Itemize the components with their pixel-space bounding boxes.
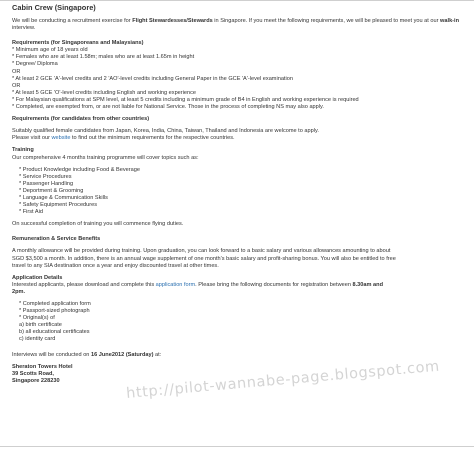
- req-sg-line: * At least 2 GCE 'A'-level credits and 2 'AO'-level credits including General Paper in the GCE 'A'-level examination: [12, 75, 293, 82]
- website-line-text-end: to find out the minimum requirements for the respective countries.: [70, 135, 235, 142]
- document-item: * Passport-sized photograph: [19, 308, 90, 315]
- req-sg-line: * Minimum age of 18 years old: [12, 47, 88, 54]
- training-outro: On successful completion of training you will commence flying duties.: [12, 221, 184, 228]
- interview-text: Interviews will be conducted on: [12, 351, 91, 358]
- application-text: Interested applicants, please download and complete this: [12, 281, 156, 288]
- intro-text: We will be conducting a recruitment exercise for: [12, 18, 133, 24]
- training-item: * Product Knowledge including Food & Beverage: [19, 166, 140, 173]
- training-item: * Safety Equipment Procedures: [19, 202, 98, 209]
- req-sg-line: * For Malaysian qualifications at SPM level, at least 5 credits including a minimum grade of B4 in English and working experience is required: [12, 96, 359, 103]
- interview-text-end: at:: [153, 351, 162, 358]
- req-sg-line: * Degree/ Diploma: [12, 61, 58, 68]
- req-other-heading: Requirements (for candidates from other countries): [12, 116, 150, 123]
- document-sub-item: b) all educational certificates: [19, 329, 90, 336]
- remuneration-line: travel to any SIA destination once a year and enjoy discounted travel at other times.: [12, 262, 219, 269]
- blog-watermark: http://pilot-wannabe-page.blogspot.com: [125, 358, 441, 402]
- training-item: * Language & Communication Skills: [19, 194, 108, 201]
- intro-paragraph: [12, 18, 466, 32]
- training-item: * First Aid: [19, 209, 43, 216]
- registration-time-end: 2pm.: [12, 288, 26, 295]
- venue-street: 39 Scotts Road,: [12, 370, 54, 377]
- application-text-mid: . Please bring the following documents for registration between: [195, 281, 353, 288]
- remuneration-heading: Remuneration & Service Benefits: [12, 236, 101, 243]
- intro-role: Flight Stewardesses/Stewards: [132, 18, 213, 24]
- training-item: * Deportment & Grooming: [19, 187, 84, 194]
- training-item: * Passenger Handling: [19, 180, 74, 187]
- req-other-line: Suitably qualified female candidates from Japan, Korea, India, China, Taiwan, Thailand and Indonesia are welcome to apply.: [12, 128, 319, 135]
- intro-text-mid: in Singapore. If you meet the following requirements, we will be pleased to meet you at our: [212, 18, 441, 24]
- application-form-link[interactable]: application form: [155, 281, 196, 288]
- req-sg-line: * At least 5 GCE 'O'-level credits including English and working experience: [12, 89, 197, 96]
- remuneration-line: A monthly allowance will be provided during training. Upon graduation, you can look forward to a basic salary and various allowances amounting to about: [12, 248, 391, 255]
- venue-postal: Singapore 228230: [12, 377, 60, 384]
- req-sg-line: * Completed, are exempted from, or are not liable for National Service. Those in the process of completing NS may also apply.: [12, 104, 324, 111]
- training-intro: Our comprehensive 4 months training programme will cover topics such as:: [12, 154, 199, 161]
- req-other-website-line: [12, 135, 466, 142]
- website-link[interactable]: website: [51, 135, 71, 142]
- registration-time-start: 8.30am and: [352, 281, 383, 288]
- training-item: * Service Procedures: [19, 173, 72, 180]
- top-divider: [0, 0, 474, 1]
- interview-line: [12, 352, 466, 359]
- req-sg-heading: Requirements (for Singaporeans and Malaysians): [12, 40, 144, 47]
- intro-walk-in: walk-in: [440, 18, 460, 24]
- training-heading: Training: [12, 147, 34, 154]
- req-sg-line: OR: [12, 82, 21, 89]
- intro-text-end: interview.: [12, 25, 36, 32]
- document-item: * Completed application form: [19, 301, 91, 307]
- page-title: Cabin Crew (Singapore): [12, 3, 96, 12]
- venue-name: Sheraton Towers Hotel: [12, 363, 73, 370]
- website-line-text: Please visit our: [12, 135, 52, 142]
- interview-date: 16 June2012 (Saturday): [90, 351, 154, 358]
- req-sg-line: OR: [12, 68, 21, 75]
- bottom-divider: [0, 446, 474, 447]
- document-item: * Original(s) of: [19, 315, 55, 322]
- req-sg-line: * Females who are at least 1.58m; males who are at least 1.65m in height: [12, 54, 195, 61]
- document-sub-item: c) identity card: [19, 336, 56, 343]
- application-heading: Application Details: [12, 274, 63, 281]
- remuneration-line: SGD $3,500 a month. In addition, there is an annual wage supplement of one month's basic salary and profit-sharing bonus. You will also be entitled to free: [12, 255, 396, 262]
- document-sub-item: a) birth certificate: [19, 322, 62, 329]
- application-line: [12, 282, 466, 289]
